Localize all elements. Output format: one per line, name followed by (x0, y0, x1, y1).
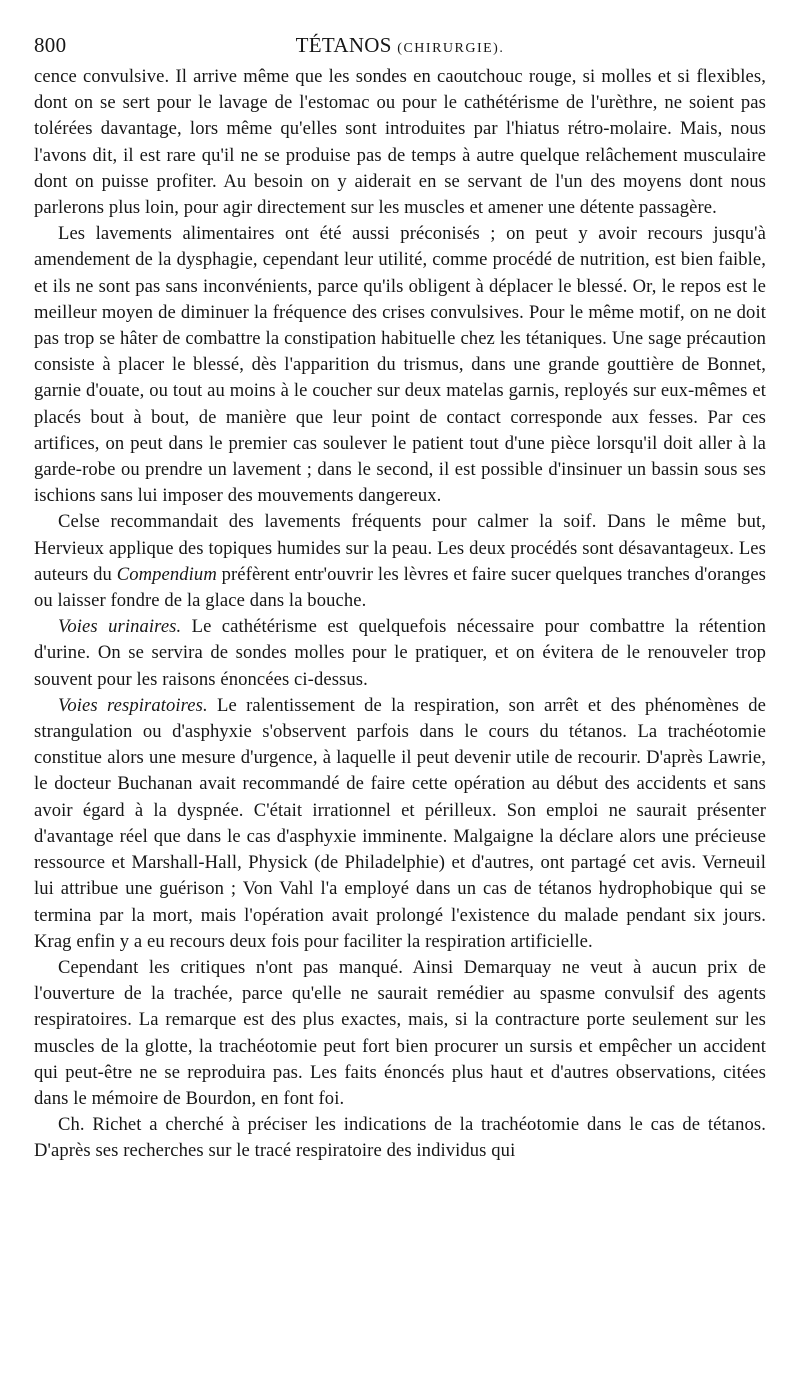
paragraph (34, 64, 766, 221)
body-text (34, 64, 766, 1165)
italic-title: Compendium (116, 563, 217, 585)
paragraph-text: préfèrent entr'ouvrir les lèvres et faire sucer quelques tranches d'oranges ou laisser fondre de la glace dans la bouche. (34, 563, 767, 612)
running-title: TÉTANOS (295, 33, 392, 57)
paragraph (34, 955, 766, 1112)
section-heading: Voies urinaires. (58, 616, 182, 638)
paragraph (34, 1112, 766, 1164)
paragraph-text: Le cathétérisme est quelquefois nécessaire pour combattre la rétention d'urine. On se servira de sondes molles pour le pratiquer, et on évitera de le renouveler trop souvent pour les raisons énoncées ci-dessus. (34, 616, 767, 690)
paragraph-text: Cependant les critiques n'ont pas manqué. Ainsi Demarquay ne veut à aucun prix de l'ouverture de la trachée, parce qu'elle ne saurait remédier au spasme convulsif des agents respiratoires. La remarque est des plus exactes, mais, si la contracture porte seulement sur les muscles de la glotte, la trachéotomie peut fort bien procurer un sursis et empêcher un accident qui peut-être ne se reproduira pas. Les faits énoncés plus haut et d'autres observations, citées dans le mémoire de Bourdon, en font foi. (34, 956, 766, 1109)
paragraph-text: Les lavements alimentaires ont été aussi préconisés ; on peut y avoir recours jusqu'à amendement de la dysphagie, cependant leur utilité, comme procédé de nutrition, est bien faible, et ils ne sont pas sans inconvénients, parce qu'ils obligent à déplacer le blessé. Or, le repos est le meilleur moyen de diminuer la fréquence des crises convulsives. Pour le même motif, on ne doit pas trop se hâter de combattre la constipation habituelle chez les tétaniques. Une sage précaution consiste à placer le blessé, dès l'apparition du trismus, dans une grande gouttière de Bonnet, garnie d'ouate, ou tout au moins à le coucher sur deux matelas garnis, reployés sur eux-mêmes et placés bout à bout, de manière que leur point de contact corresponde aux fesses. Par ces artifices, on peut dans le premier cas soulever le patient tout d'une pièce lorsqu'il doit aller à la garde-robe ou prendre un lavement ; dans le second, il est possible d'insinuer un bassin sous ses ischions sans lui imposer des mouvements dangereux. (34, 223, 766, 507)
page-number: 800 (34, 33, 67, 57)
paragraph-text: Celse recommandait des lavements fréquents pour calmer la soif. Dans le même but, Hervieux applique des topiques humides sur la peau. Les deux procédés sont désavantageux. Les auteurs du (34, 511, 766, 585)
section-heading: Voies respiratoires. (58, 694, 208, 716)
paragraph (34, 221, 766, 509)
paragraph-text: Le ralentissement de la respiration, son arrêt et des phénomènes de strangulation ou d'asphyxie s'observent parfois dans le cours du tétanos. La trachéotomie constitue alors une mesure d'urgence, à laquelle il peut devenir utile de recourir. D'après Lawrie, le docteur Buchanan avait recommandé de faire cette opération au début des accidents et sans avoir égard à la dyspnée. C'était irrationnel et périlleux. Son emploi ne saurait présenter d'avantage réel que dans le cas d'asphyxie imminente. Malgaigne la déclare alors une précieuse ressource et Marshall-Hall, Physick (de Philadelphie) et d'autres, ont partagé cet avis. Verneuil lui attribue une guérison ; Von Vahl l'a employé dans un cas de tétanos hydrophobique qui se termina par la mort, mais l'opération avait prolongé l'existence du malade pendant six jours. Krag enfin y a eu recours deux fois pour faciliter la respiration artificielle. (34, 694, 766, 952)
paragraph-text: Ch. Richet a cherché à préciser les indications de la trachéotomie dans le cas de tétanos. D'après ses recherches sur le tracé respiratoire des individus qui (34, 1114, 766, 1162)
paragraph (34, 614, 766, 693)
paragraph-text: cence convulsive. Il arrive même que les sondes en caoutchouc rouge, si molles et si flexibles, dont on se sert pour le lavage de l'estomac ou pour le cathétérisme de l'urèthre, ne soient pas tolérées davantage, lors même qu'elles sont introduites par l'hiatus rétro-molaire. Mais, nous l'avons dit, il est rare qu'il ne se produise pas de temps à autre quelque relâchement musculaire dont on puisse profiter. Au besoin on y aiderait en se servant de l'un des moyens dont nous parlerons plus loin, pour agir directement sur les muscles et amener une détente passagère. (34, 66, 766, 219)
paragraph (34, 693, 766, 955)
running-head (34, 26, 766, 68)
page-header (34, 26, 766, 64)
running-subtitle: (CHIRURGIE). (397, 41, 505, 56)
paragraph (34, 509, 766, 614)
